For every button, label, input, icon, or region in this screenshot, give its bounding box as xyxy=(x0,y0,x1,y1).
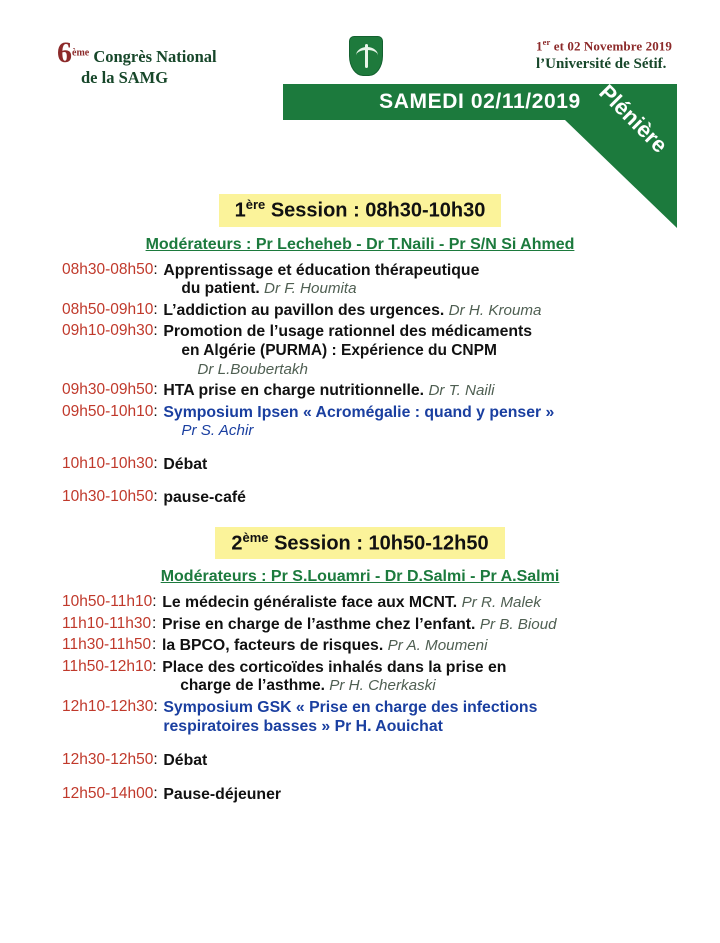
program-entry xyxy=(0,750,720,771)
entry-speaker-line xyxy=(163,422,702,441)
entry-subline: en Algérie (PURMA) : Expérience du CNPM xyxy=(181,341,497,359)
entry-colon: : xyxy=(153,322,158,340)
entry-title: Le médecin généraliste face aux MCNT. Pr R. Malek xyxy=(162,594,541,612)
samg-logo-icon xyxy=(349,36,383,76)
program-entry xyxy=(0,454,720,475)
entry-time: 09h10-09h30 xyxy=(62,322,154,340)
program-entry xyxy=(0,635,720,657)
entry-title: Pause-déjeuner xyxy=(163,785,282,803)
entry-colon: : xyxy=(153,488,158,506)
entry-title: Prise en charge de l’asthme chez l’enfant. Pr B. Bioud xyxy=(162,615,557,633)
entry-time: 10h50-11h10 xyxy=(62,593,153,611)
event-date: 1er et 02 Novembre 2019 xyxy=(536,37,672,54)
entry-title: L’addiction au pavillon des urgences. Dr H. Krouma xyxy=(163,301,542,319)
entry-speaker-line xyxy=(163,361,702,380)
page-header xyxy=(0,0,720,87)
session-1-moderators: Modérateurs : Pr Lecheheb - Dr T.Naili - Pr S/N Si Ahmed xyxy=(145,235,575,253)
program-entry xyxy=(0,657,720,697)
event-place: l’Université de Sétif. xyxy=(536,56,667,73)
session-1-title: 1ère Session : 08h30-10h30 xyxy=(219,194,502,227)
entry-colon: : xyxy=(153,381,158,399)
entry-subline: charge de l’asthme. Pr H. Cherkaski xyxy=(180,677,436,695)
entry-title: Promotion de l’usage rationnel des médicaments xyxy=(163,323,533,341)
program-entry xyxy=(0,592,720,614)
day-banner-label: SAMEDI 02/11/2019 xyxy=(379,90,581,113)
congress-ordinal-number: 6 xyxy=(57,36,72,69)
date-place-block xyxy=(536,37,672,75)
entry-colon: : xyxy=(153,784,158,802)
entry-speaker: Pr A. Moumeni xyxy=(387,637,488,655)
congress-title xyxy=(57,38,217,89)
entry-time: 12h50-14h00 xyxy=(62,784,154,802)
entry-time: 11h50-12h10 xyxy=(62,658,153,675)
congress-title-line1: Congrès National xyxy=(93,47,217,66)
session-1 xyxy=(0,194,720,509)
entry-speaker: Dr H. Krouma xyxy=(448,301,542,319)
entry-colon: : xyxy=(152,614,157,632)
entry-colon: : xyxy=(152,593,157,611)
entry-time: 10h30-10h50 xyxy=(62,488,154,506)
entry-title: Place des corticoïdes inhalés dans la prise en xyxy=(162,659,507,676)
entry-time: 10h10-10h30 xyxy=(62,455,154,473)
session-2-entries xyxy=(0,592,720,805)
entry-time: 12h30-12h50 xyxy=(62,751,154,769)
entry-speaker: Dr L.Boubertakh xyxy=(197,360,308,378)
program-entry xyxy=(0,300,720,322)
program-entry xyxy=(0,380,720,402)
entry-time: 08h30-08h50 xyxy=(62,260,154,278)
session-2 xyxy=(0,527,720,805)
session-1-entries xyxy=(0,260,720,509)
entry-colon: : xyxy=(152,636,157,654)
entry-title: la BPCO, facteurs de risques. Pr A. Moumeni xyxy=(162,637,488,655)
program-entry xyxy=(0,614,720,636)
program-entry xyxy=(0,784,720,805)
entry-title: Symposium GSK « Prise en charge des infections xyxy=(163,699,538,717)
entry-title: pause-café xyxy=(163,489,246,507)
entry-title: HTA prise en charge nutritionnelle. Dr T. Naili xyxy=(163,382,495,400)
entry-title: Débat xyxy=(163,456,208,474)
entry-speaker: Dr F. Houmita xyxy=(264,279,357,297)
entry-colon: : xyxy=(153,455,158,473)
entry-speaker: Dr T. Naili xyxy=(428,382,495,400)
pleniere-label: Plénière xyxy=(594,79,673,158)
program-entry xyxy=(0,321,720,380)
entry-title: Apprentissage et éducation thérapeutique xyxy=(163,261,480,279)
entry-subline: du patient. Dr F. Houmita xyxy=(181,279,357,297)
entry-colon: : xyxy=(152,658,157,675)
day-banner-area xyxy=(0,79,720,194)
entry-time: 12h10-12h30 xyxy=(62,698,154,716)
congress-ordinal-suffix: ème xyxy=(72,47,90,59)
entry-speaker: Pr H. Cherkaski xyxy=(329,677,436,695)
entry-colon: : xyxy=(153,751,158,769)
entry-colon: : xyxy=(153,300,158,318)
entry-speaker: Pr S. Achir xyxy=(181,422,254,440)
entry-colon: : xyxy=(153,403,158,420)
congress-title-line2: de la SAMG xyxy=(81,68,169,87)
entry-time: 09h30-09h50 xyxy=(62,381,154,399)
entry-time: 11h30-11h50 xyxy=(62,636,152,654)
entry-time: 08h50-09h10 xyxy=(62,300,154,318)
session-2-moderators: Modérateurs : Pr S.Louamri - Dr D.Salmi - Pr A.Salmi xyxy=(160,568,560,586)
entry-title: Débat xyxy=(163,752,208,770)
entry-title: Symposium Ipsen « Acromégalie : quand y penser » xyxy=(163,404,555,421)
session-2-title: 2ème Session : 10h50-12h50 xyxy=(215,527,504,560)
entry-subline: respiratoires basses » Pr H. Aouichat xyxy=(163,718,443,736)
entry-colon: : xyxy=(153,260,158,278)
program-entry xyxy=(0,402,720,442)
entry-time: 11h10-11h30 xyxy=(62,614,152,632)
program-entry xyxy=(0,260,720,300)
entry-speaker: Pr B. Bioud xyxy=(479,615,557,633)
entry-time: 09h50-10h10 xyxy=(62,403,154,420)
program-entry xyxy=(0,487,720,508)
program-entry xyxy=(0,697,720,738)
entry-speaker: Pr R. Malek xyxy=(461,594,541,612)
entry-colon: : xyxy=(153,698,158,716)
